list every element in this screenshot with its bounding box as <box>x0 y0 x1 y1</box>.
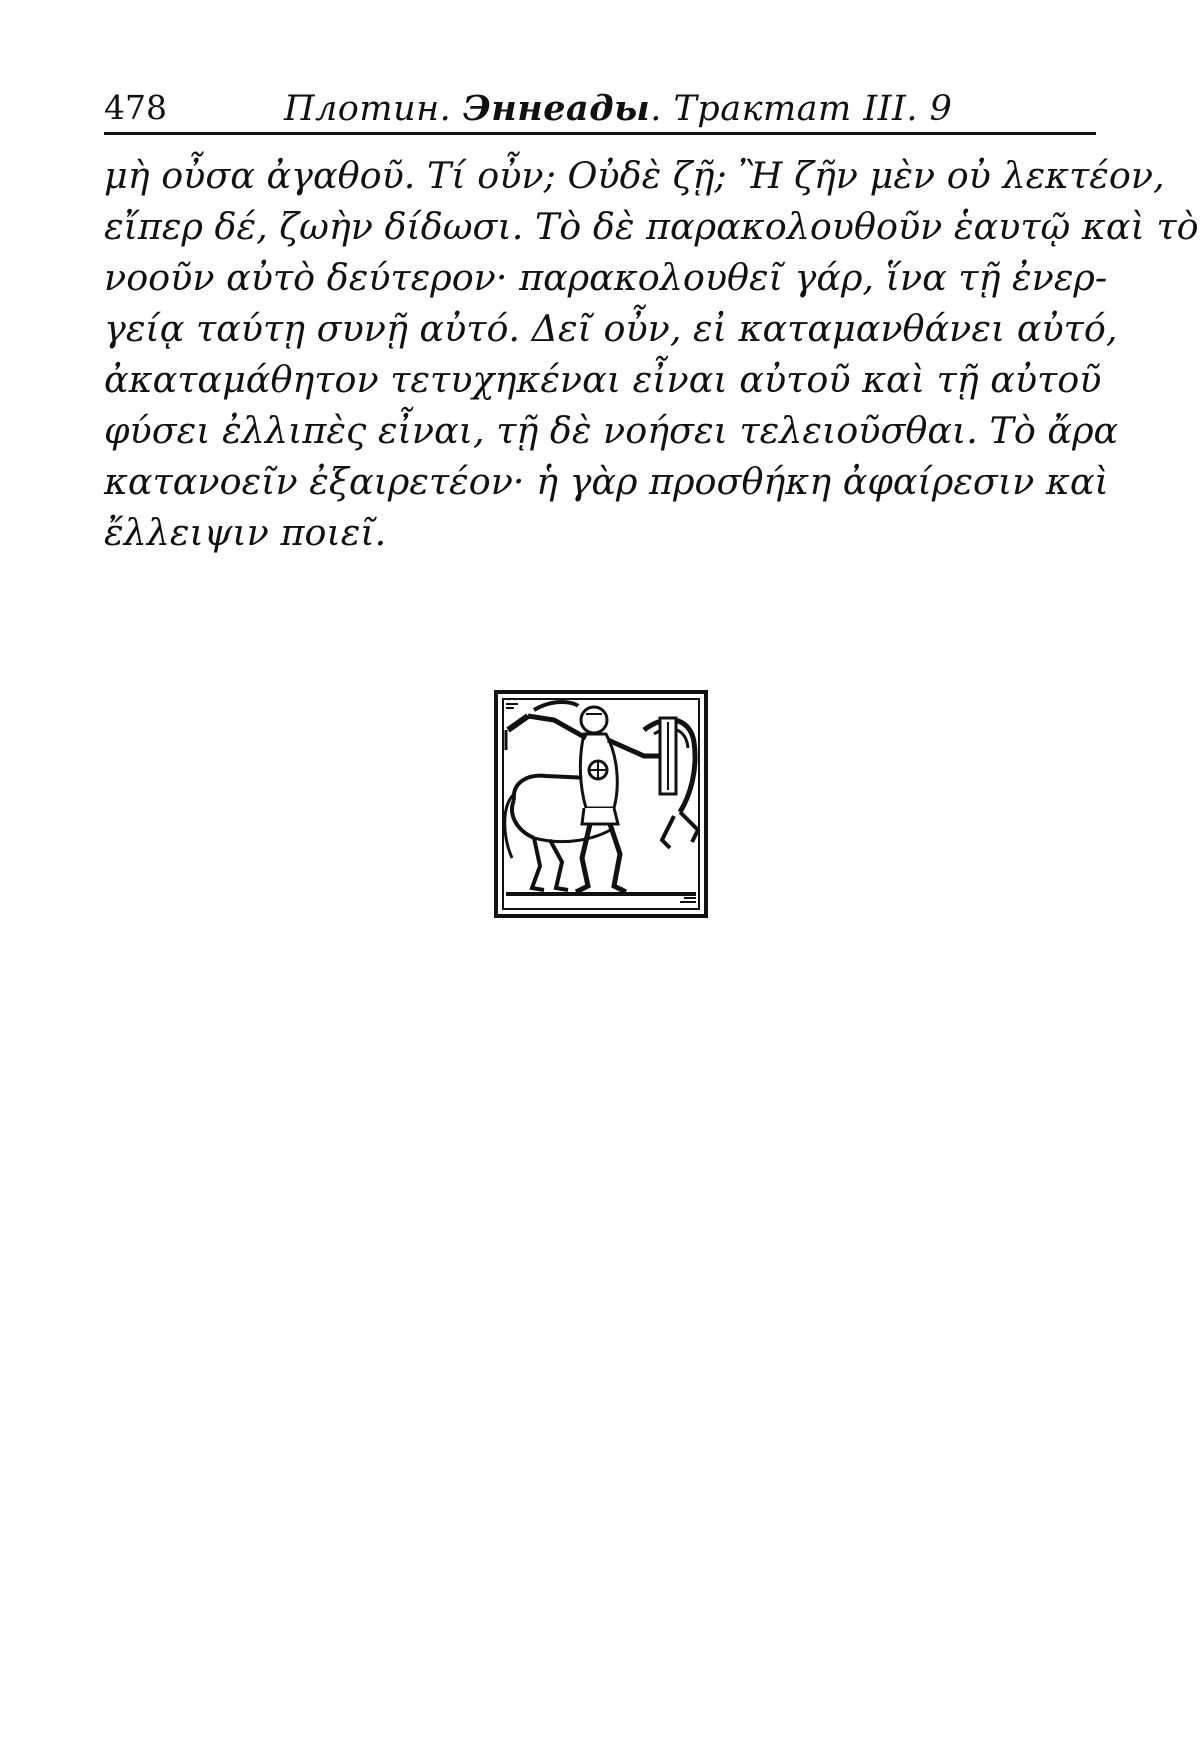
page-header <box>104 80 1096 135</box>
text-line: φύσει ἐλλιπὲς εἶναι, τῇ δὲ νοήσει τελειοῦσθαι. Τὸ ἄρα <box>104 409 1119 452</box>
text-line: εἴπερ δέ, ζωὴν δίδωσι. Τὸ δὲ παρακολουθοῦν ἑαυτῷ καὶ τὸ <box>104 205 1199 248</box>
text-line: ἔλλειψιν ποιεῖ. <box>104 511 387 554</box>
running-title-prefix: Плотин. <box>284 89 463 129</box>
centaur-vignette-icon <box>494 690 708 918</box>
text-line: γείᾳ ταύτῃ συνῇ αὐτό. Δεῖ οὖν, εἰ καταμανθάνει αὐτό, <box>104 307 1118 350</box>
text-line: μὴ οὖσα ἀγαθοῦ. Τί οὖν; Οὐδὲ ζῇ; Ἢ ζῆν μὲν οὐ λεκτέον, <box>104 154 1165 197</box>
running-title-bold: Эннеады <box>462 88 651 129</box>
text-line: νοοῦν αὐτὸ δεύτερον· παρακολουθεῖ γάρ, ἵνα τῇ ἐνερ- <box>104 256 1108 299</box>
running-title <box>284 88 952 129</box>
text-line: κατανοεῖν ἐξαιρετέον· ἡ γὰρ προσθήκη ἀφαίρεσιν καὶ <box>104 460 1109 503</box>
page-number: 478 <box>104 88 167 127</box>
running-title-suffix: . Трактат III. 9 <box>650 89 953 129</box>
text-line: ἀκαταμάθητον τετυχηκέναι εἶναι αὐτοῦ καὶ τῇ αὐτοῦ <box>104 358 1102 401</box>
body-text <box>104 150 1199 558</box>
